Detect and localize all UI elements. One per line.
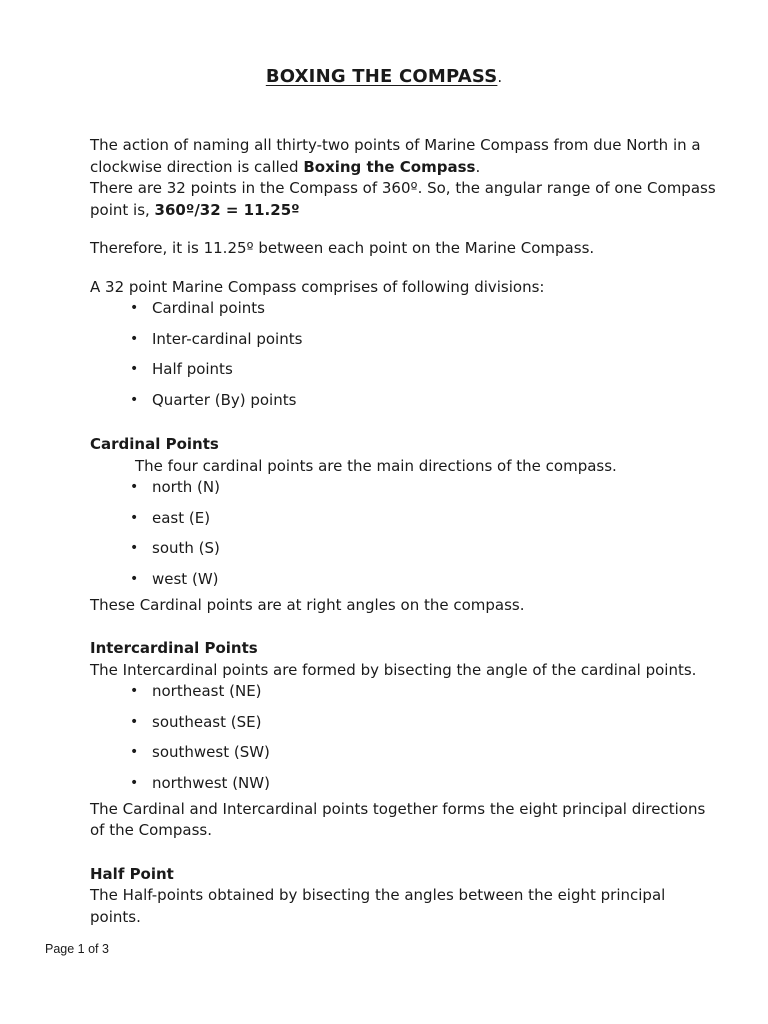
intercardinal-outro: The Cardinal and Intercardinal points together forms the eight principal directions of the Compass. — [90, 799, 706, 839]
bullet-icon: • — [130, 774, 139, 791]
title-block — [0, 66, 768, 87]
list-item — [90, 712, 720, 743]
title-period: . — [497, 68, 503, 86]
list-item-text: north (N) — [152, 478, 220, 496]
list-item — [90, 359, 720, 390]
intro-formula: 360º/32 = 11.25º — [154, 200, 300, 219]
list-item — [90, 569, 720, 595]
list-item — [90, 681, 720, 712]
list-item-text: west (W) — [152, 569, 219, 588]
bullet-icon: • — [130, 391, 139, 408]
list-item — [90, 538, 720, 569]
list-item — [90, 329, 720, 360]
bullet-icon: • — [130, 683, 139, 699]
intro-text: The action of naming all thirty-two points of Marine Compass from due North in a clockwise direction is called — [90, 136, 701, 176]
list-item-text: Quarter (By) points — [152, 390, 297, 409]
list-item-text: southeast (SE) — [152, 712, 262, 731]
cardinal-list — [90, 477, 720, 595]
bullet-icon: • — [130, 540, 139, 556]
bullet-icon: • — [130, 713, 139, 730]
list-item-text: southwest (SW) — [152, 743, 270, 761]
bullet-icon: • — [130, 330, 139, 347]
intercardinal-list — [90, 681, 720, 799]
bullet-icon: • — [130, 300, 139, 316]
intercardinal-heading: Intercardinal Points — [90, 639, 258, 657]
cardinal-heading: Cardinal Points — [90, 435, 219, 453]
intro-paragraph-1 — [90, 135, 720, 178]
list-item-text: south (S) — [152, 539, 220, 557]
list-item — [90, 390, 720, 421]
list-item-text: Inter-cardinal points — [152, 329, 303, 348]
bullet-icon: • — [130, 479, 139, 495]
half-point-heading: Half Point — [90, 864, 174, 883]
bullet-icon: • — [130, 744, 139, 760]
list-item-text: northwest (NW) — [152, 773, 270, 792]
list-item — [90, 477, 720, 508]
divisions-list — [90, 298, 720, 420]
list-item-text: northeast (NE) — [152, 682, 262, 700]
list-item-text: Half points — [152, 360, 233, 378]
list-item — [90, 742, 720, 773]
cardinal-intro: The four cardinal points are the main directions of the compass. — [135, 456, 617, 475]
list-item — [90, 508, 720, 539]
half-point-intro: The Half-points obtained by bisecting the angles between the eight principal points. — [90, 886, 666, 926]
therefore-paragraph: Therefore, it is 11.25º between each point on the Marine Compass. — [90, 239, 595, 257]
cardinal-outro: These Cardinal points are at right angles on the compass. — [90, 595, 525, 614]
intercardinal-intro: The Intercardinal points are formed by bisecting the angle of the cardinal points. — [90, 660, 697, 679]
intro-range-text: There are 32 points in the Compass of 360º. So, the angular range of one Compass point is, — [90, 179, 716, 219]
intro-period: . — [475, 157, 481, 176]
page-number: Page 1 of 3 — [45, 942, 109, 956]
list-item-text: Cardinal points — [152, 299, 265, 317]
list-item-text: east (E) — [152, 508, 211, 527]
list-item — [90, 298, 720, 329]
document-body — [90, 135, 720, 928]
divisions-lead: A 32 point Marine Compass comprises of following divisions: — [90, 277, 545, 296]
page-title: BOXING THE COMPASS — [265, 66, 498, 87]
intro-paragraph-2 — [90, 178, 720, 221]
bullet-icon: • — [130, 570, 139, 587]
bullet-icon: • — [130, 361, 139, 377]
list-item — [90, 773, 720, 799]
intro-bold-term: Boxing the Compass — [303, 157, 476, 176]
bullet-icon: • — [130, 509, 139, 526]
